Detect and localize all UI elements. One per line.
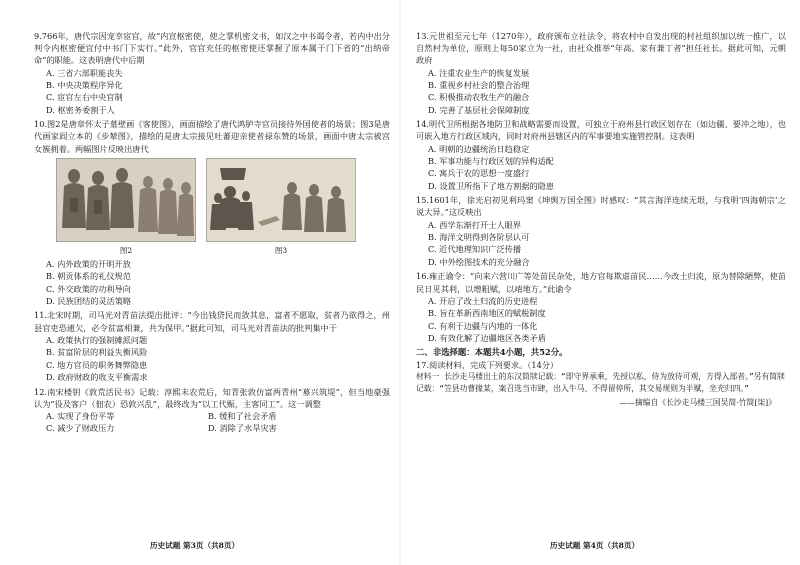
question-17-source: ——摘编自《长沙走马楼三国吴简·竹简[柒]》: [619, 397, 776, 407]
question-9-stem: 9.766年，唐代宗因宠幸宦官，故“内宣枢密使，使之掌机密文书，如汉之中书谒令者，若内中出分判令内枢密便宜付中书门下实行。”此外，官官充任的枢密使还掌握了原本属于门下省的“出纳帝命”的职能。这表明唐代中后期: [34, 31, 390, 66]
question-15: [416, 194, 786, 268]
question-14-option-d: D. 设置卫所指下了地方割据的隐患: [428, 180, 555, 191]
question-9-option-d: D. 枢密务委割于人: [46, 104, 115, 115]
question-10-option-d: D. 民族团结的灵活策略: [46, 296, 132, 307]
question-12-stem: 12.南宋楼钥《敦荒活民书》记载：淳熙末农荒后，知青张敦仿富两青州“募兴筑堤”，但当地豪强认为“役及客户（佃农）恐敦兴乱”，最终改为“以工代赈，主客同工”。这一调整: [34, 386, 390, 409]
question-15-option-a: A. 西学东渐打开士人眼界: [428, 219, 521, 230]
question-9-option-c: C. 宦官左右中央官制: [46, 92, 123, 103]
question-9-option-b: B. 中央决策程序异化: [46, 80, 123, 91]
question-15-option-b: B. 海洋文明得到各阶层认可: [428, 232, 530, 243]
question-15-option-c: C. 近代地理知识广泛传播: [428, 244, 522, 255]
question-13-option-d: D. 完善了基层社会保障制度: [428, 104, 530, 115]
question-12: [34, 386, 390, 435]
question-11: [34, 309, 390, 383]
question-14-stem: 14.明代卫所根据各地防卫和战略需要而设置，可独立于府州县行政区划存在（如边疆、要冲之地），也可嵌入地方行政区域内，同时对府州县辖区内的军事要地实施管控制。这表明: [416, 119, 786, 142]
figure-3-painting-image: [206, 158, 356, 242]
question-13-stem: 13.元世祖至元七年（1270年），政府颁布立社法令，将农村中自发出现的村社组织加以统一推广，以自然村为单位，原则上每50家立为一社，由社众推举“年高、家有兼丁者”担任社长。据此可知，元朝政府: [416, 31, 786, 66]
question-11-option-b: B. 贫富阶层的利益失衡风险: [46, 347, 148, 358]
question-15-option-d: D. 中外绘图技术的充分融合: [428, 256, 530, 267]
question-12-option-b: B. 缓和了社会矛盾: [208, 410, 277, 421]
question-10-option-b: B. 朝贡体系的礼仪规范: [46, 271, 131, 282]
question-10-stem: 10.图2是唐章怀太子墓壁画《客使图》，画面描绘了唐代鸿胪寺官员接待外国使者的场景；图3是唐代画家阎立本的《步辇图》，描绘的是唐太宗接见吐蕃迎亲使者禄东赞的场景，画面中唐太宗被宫女簇拥着。两幅图片反映出唐代: [34, 119, 390, 154]
left-page-footer: 历史试题 第3页（共8页）: [150, 541, 240, 550]
question-10-option-a: A. 内外政策的开明开放: [46, 258, 131, 269]
question-16-option-c: C. 有利于边疆与内地的一体化: [428, 320, 538, 331]
question-14-option-a: A. 明朝的边疆统治日趋稳定: [428, 143, 530, 154]
question-11-stem: 11.北宋时期，司马光对青苗法提出批评：“今出钱贷民而敛其息，富者不愿取，贫者乃欲得之，州县官吏恐逋欠，必令贫富相兼，共为保甲。”据此可知，司马光对青苗法的批判集中于: [34, 310, 390, 333]
question-10: [34, 118, 390, 307]
question-9-option-a: A. 三省六部职能丧失: [46, 67, 123, 78]
question-13: [416, 30, 786, 116]
figure-2-mural-image: [56, 158, 196, 242]
question-13-option-a: A. 注重农业生产的恢复发展: [428, 67, 530, 78]
section-heading-non-choice: 二、非选择题：本题共4小题，共52分。: [416, 347, 568, 358]
figure-3-caption: 图3: [274, 245, 288, 255]
question-14: [416, 118, 786, 192]
question-12-option-d: D. 消除了水旱灾害: [208, 423, 277, 434]
question-10-option-c: C. 外交政策的功利导向: [46, 283, 131, 294]
question-16-option-a: A. 开启了改土归流的历史进程: [428, 295, 538, 306]
question-11-option-a: A. 政策执行的强制摊派问题: [46, 334, 148, 345]
question-16-stem: 16.雍正谕令：“向来六营川广等处苗民杂处，地方官每欺虐苗民……今改土归流，原为替除陋弊，使苗民日见其利，以增粗赋，以靖地方。”此谕令: [416, 271, 786, 294]
question-14-option-b: B. 军事功能与行政区划的异构适配: [428, 156, 554, 167]
right-page-footer: 历史试题 第4页（共8页）: [550, 541, 640, 550]
question-12-option-c: C. 减少了财政压力: [46, 423, 115, 434]
question-16-option-d: D. 有效化解了边疆地区各类矛盾: [428, 332, 546, 343]
question-10-figures: [56, 158, 390, 256]
question-16-option-b: B. 旨在革新西南地区的赋税制度: [428, 308, 546, 319]
question-11-option-d: D. 政府财政的收支平衡需求: [46, 372, 148, 383]
question-16: [416, 270, 786, 344]
question-14-option-c: C. 寓兵于农的思想一度盛行: [428, 168, 530, 179]
question-17-stem: 17.阅读材料，完成下列要求。（14分）: [416, 359, 559, 370]
question-11-option-c: C. 地方官员的职务舞弊隐患: [46, 359, 148, 370]
question-13-option-c: C. 积极推动农牧生产的融合: [428, 92, 530, 103]
question-12-option-a: A. 实现了身份平等: [46, 410, 115, 421]
right-page: [400, 0, 800, 565]
question-9: [34, 30, 390, 116]
question-17-material: 材料一 长沙走马楼出土的东汉简牍记载：“即守界承乘，先授以私，侍为放待可观，方得入部者。”另有简牍记载：“笠县功曹掾某，案召选当市肆，出入牛马、不得留停所，其交易规则为半赋，坐充归四。”: [416, 371, 785, 393]
figure-2-caption: 图2: [119, 245, 133, 255]
question-17: [416, 359, 786, 409]
question-15-stem: 15.1601年，徐光启初见利玛窦《坤舆万国全图》时感叹：“其言海洋连续无垠，与我明‘四海朝宗’之说大异。”这反映出: [416, 195, 786, 218]
figure-2: [56, 158, 196, 256]
question-13-option-b: B. 重视乡村社会的整合治理: [428, 80, 530, 91]
figure-3: [206, 158, 356, 256]
